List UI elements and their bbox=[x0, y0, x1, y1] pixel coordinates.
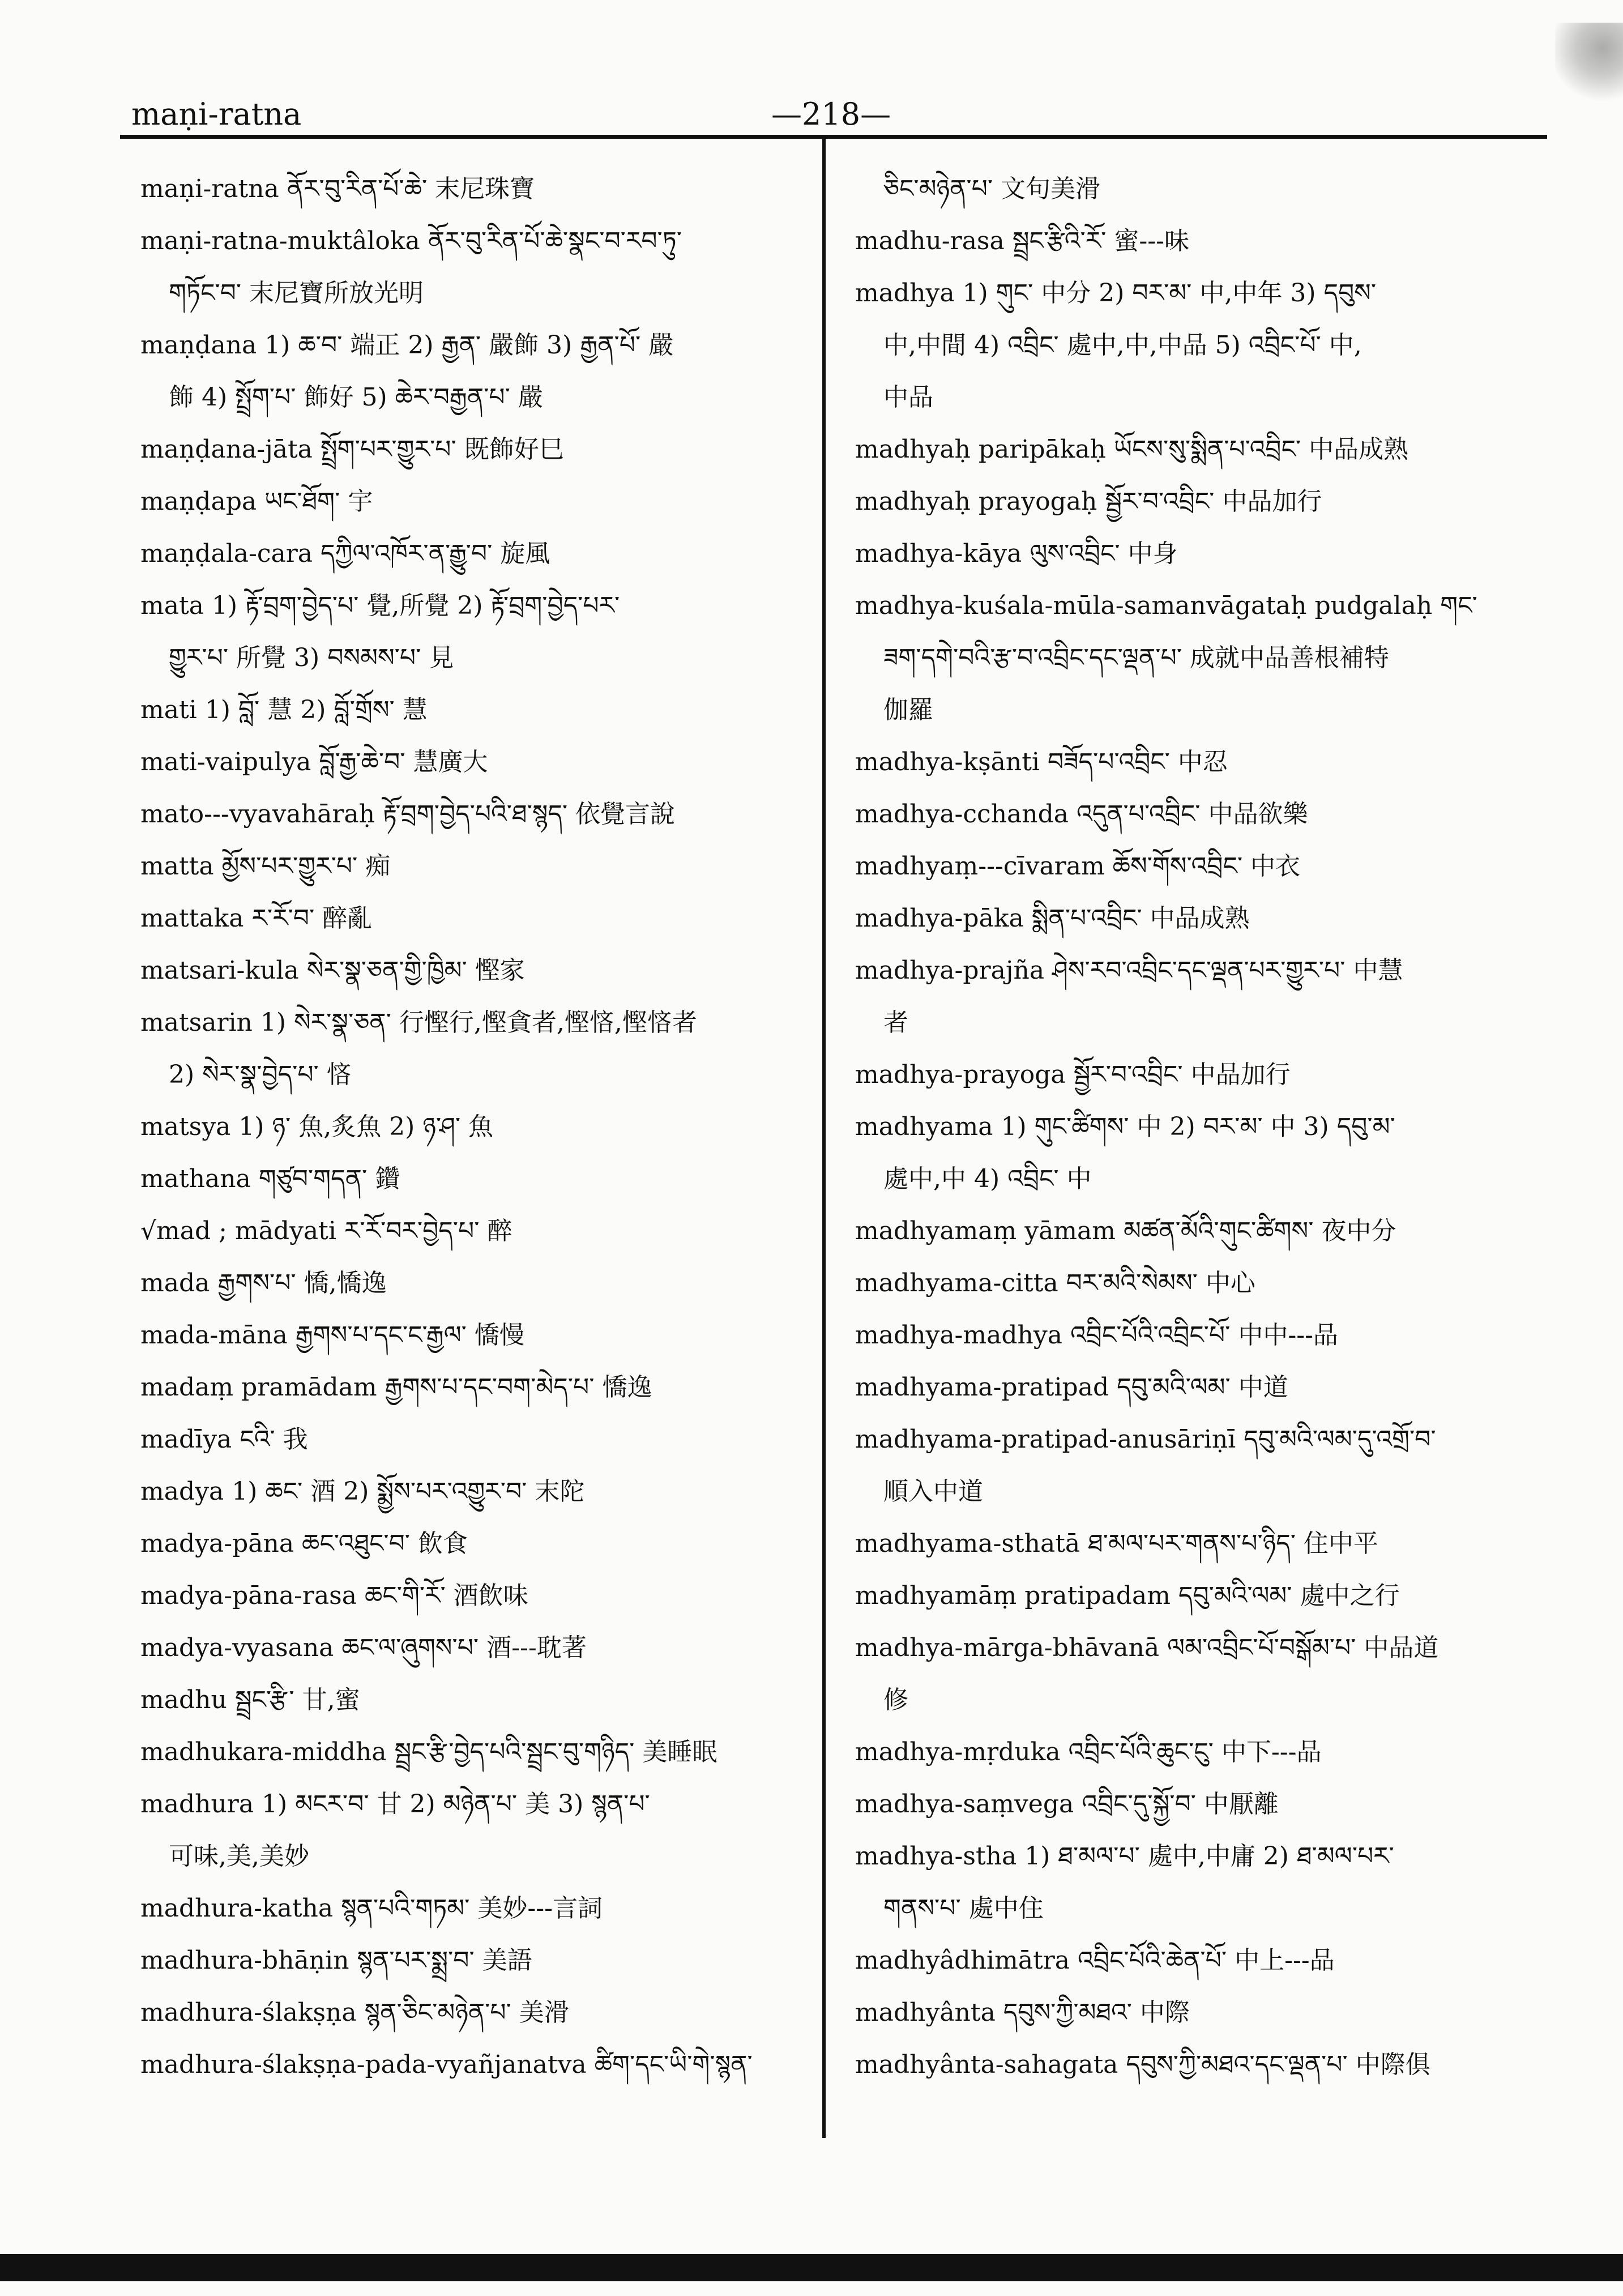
dictionary-line: mada རྒྱགས་པ་ 憍,憍逸 bbox=[140, 1269, 387, 1298]
dictionary-line: madhyânta-sahagata དབུས་ཀྱི་མཐའ་དང་ལྡན་པ་ 中際俱 bbox=[855, 2050, 1430, 2079]
dictionary-line: madhyama-citta བར་མའི་སེམས་ 中心 bbox=[855, 1269, 1255, 1298]
dictionary-line: madhya-kṣānti བཟོད་པ་འབྲིང་ 中忍 bbox=[855, 748, 1228, 776]
dictionary-line: madhura-ślakṣṇa-pada-vyañjanatva ཚིག་དང་ཡི་གེ་སྙན་ bbox=[140, 2050, 753, 2079]
dictionary-line: maṇḍapa ཡང་ཐོག་ 宇 bbox=[140, 487, 373, 516]
dictionary-line: madhyama 1) གུང་ཚིགས་ 中 2) བར་མ་ 中 3) དབུ་མ་ bbox=[855, 1112, 1395, 1141]
dictionary-line: madhura 1) མངར་བ་ 甘 2) མཉེན་པ་ 美 3) སྙན་པ་ bbox=[140, 1790, 650, 1819]
dictionary-line: madhyaḥ prayogaḥ སྦྱོར་བ་འབྲིང་ 中品加行 bbox=[855, 487, 1322, 516]
dictionary-line: madhya-mārga-bhāvanā ལམ་འབྲིང་པོ་བསྒོམ་པ་ 中品道 bbox=[855, 1633, 1439, 1662]
dictionary-line: 修 bbox=[883, 1685, 908, 1714]
dictionary-line: maṇi-ratna-muktâloka ནོར་བུ་རིན་པོ་ཆེ་སྣང་བ་རབ་ཏུ་ bbox=[140, 227, 682, 255]
scan-corner-smudge bbox=[1555, 23, 1623, 108]
dictionary-line: madhura-ślakṣṇa སྙན་ཅིང་མཉེན་པ་ 美滑 bbox=[140, 1998, 569, 2027]
dictionary-line: madhyâdhimātra འབྲིང་པོའི་ཆེན་པོ་ 中上---品 bbox=[855, 1946, 1335, 1975]
dictionary-line: madhya-stha 1) ཐ་མལ་པ་ 處中,中庸 2) ཐ་མལ་པར་ bbox=[855, 1842, 1394, 1871]
dictionary-line: madhya-mṛduka འབྲིང་པོའི་ཆུང་ངུ་ 中下---品 bbox=[855, 1738, 1322, 1766]
dictionary-line: maṇḍala-cara དཀྱིལ་འཁོར་ན་རྒྱུ་བ་ 旋風 bbox=[140, 539, 550, 568]
dictionary-line: madhya-madhya འབྲིང་པོའི་འབྲིང་པོ་ 中中---品 bbox=[855, 1321, 1338, 1350]
dictionary-line: madhyamaṃ yāmam མཚན་མོའི་གུང་ཚིགས་ 夜中分 bbox=[855, 1217, 1396, 1245]
dictionary-line: madhya-pāka སྨིན་པ་འབྲིང་ 中品成熟 bbox=[855, 904, 1250, 933]
dictionary-line: mata 1) རྟོ་བྲག་བྱེད་པ་ 覺,所覺 2) རྟོ་བྲག་བྱེད་པར་ bbox=[140, 591, 620, 620]
dictionary-line: mati-vaipulya བློ་རྒྱ་ཆེ་བ་ 慧廣大 bbox=[140, 748, 488, 776]
dictionary-line: madaṃ pramādam རྒྱགས་པ་དང་བག་མེད་པ་ 憍逸 bbox=[140, 1373, 652, 1402]
dictionary-line: madya-pāna-rasa ཆང་གི་རོ་ 酒飲味 bbox=[140, 1581, 528, 1610]
dictionary-line: 順入中道 bbox=[883, 1477, 983, 1506]
dictionary-line: madhyaḥ paripākaḥ ཡོངས་སུ་སྨིན་པ་འབྲིང་ 中品成熟 bbox=[855, 435, 1409, 464]
page-header bbox=[131, 91, 1513, 142]
dictionary-line: madhyaṃ---cīvaram ཆོས་གོས་འབྲིང་ 中衣 bbox=[855, 852, 1301, 881]
dictionary-line: matta མྱོས་པར་གྱུར་པ་ 痴 bbox=[140, 852, 391, 881]
dictionary-line: madhyama-sthatā ཐ་མལ་པར་གནས་པ་ཉིད་ 住中平 bbox=[855, 1529, 1378, 1558]
left-column bbox=[140, 163, 809, 2091]
dictionary-line: madya-vyasana ཆང་ལ་ཞུགས་པ་ 酒---耽著 bbox=[140, 1633, 587, 1662]
dictionary-line: madhya-prayoga སྦྱོར་བ་འབྲིང་ 中品加行 bbox=[855, 1060, 1291, 1089]
dictionary-line: madhya-kāya ལུས་འབྲིང་ 中身 bbox=[855, 539, 1178, 568]
dictionary-line: madhura-katha སྙན་པའི་གཏམ་ 美妙---言詞 bbox=[140, 1894, 603, 1923]
column-divider bbox=[822, 139, 826, 2138]
dictionary-line: madīya ངའི་ 我 bbox=[140, 1425, 308, 1454]
dictionary-line: madhyama-pratipad-anusāriṇī དབུ་མའི་ལམ་དུ་འགྲོ་བ་ bbox=[855, 1425, 1436, 1454]
dictionary-line: madhya-kuśala-mūla-samanvāgataḥ pudgalaḥ གང་ bbox=[855, 591, 1477, 620]
dictionary-line: madhu སྦྲང་རྩི་ 甘,蜜 bbox=[140, 1685, 360, 1714]
dictionary-line: madhyama-pratipad དབུ་མའི་ལམ་ 中道 bbox=[855, 1373, 1288, 1402]
dictionary-line: maṇi-ratna ནོར་བུ་རིན་པོ་ཆེ་ 末尼珠寶 bbox=[140, 174, 535, 203]
dictionary-line: maṇḍana-jāta སྤྲོག་པར་གྱུར་པ་ 既飾好巳 bbox=[140, 435, 564, 464]
dictionary-line: ཟག་དགེ་བའི་རྩ་བ་འབྲིང་དང་ལྡན་པ་ 成就中品善根補特 bbox=[883, 643, 1389, 672]
dictionary-line: 飾 4) སྤྲོག་པ་ 飾好 5) ཆེར་བརྒྱན་པ་ 嚴 bbox=[169, 383, 543, 412]
dictionary-line: 2) སེར་སྣ་བྱེད་པ་ 悋 bbox=[169, 1060, 352, 1089]
dictionary-line: 可味,美,美妙 bbox=[169, 1842, 309, 1871]
dictionary-line: mattaka ར་རོ་བ་ 醉亂 bbox=[140, 904, 373, 933]
dictionary-line: 者 bbox=[883, 1008, 908, 1037]
dictionary-line: madya 1) ཆང་ 酒 2) སྨྱོས་པར་འགྱུར་བ་ 末陀 bbox=[140, 1477, 585, 1506]
dictionary-line: madhura-bhāṇin སྙན་པར་སྨྲ་བ་ 美語 bbox=[140, 1946, 532, 1975]
guide-word: maṇi-ratna bbox=[131, 96, 302, 132]
dictionary-line: matsarin 1) སེར་སྣ་ཅན་ 行慳行,慳貪者,慳悋,慳悋者 bbox=[140, 1008, 697, 1037]
dictionary-line: mato---vyavahāraḥ རྟོ་བྲག་བྱེད་པའི་ཐ་སྙད་ 依覺言說 bbox=[140, 800, 676, 829]
dictionary-line: 處中,中 4) འབྲིང་ 中 bbox=[883, 1164, 1092, 1193]
header-rule bbox=[120, 135, 1547, 139]
dictionary-line: matsari-kula སེར་སྣ་ཅན་གྱི་ཁྱིམ་ 慳家 bbox=[140, 956, 525, 985]
dictionary-line: གནས་པ་ 處中住 bbox=[883, 1894, 1044, 1923]
dictionary-line: 中品 bbox=[883, 383, 933, 412]
dictionary-line: གཏོང་བ་ 末尼寶所放光明 bbox=[169, 279, 424, 308]
page-number: —218— bbox=[771, 96, 891, 132]
dictionary-line: madhyamāṃ pratipadam དབུ་མའི་ལམ་ 處中之行 bbox=[855, 1581, 1400, 1610]
dictionary-line: √mad ; mādyati ར་རོ་བར་བྱེད་པ་ 醉 bbox=[140, 1217, 512, 1245]
dictionary-line: madhya-prajña ཤེས་རབ་འབྲིང་དང་ལྡན་པར་གྱུར་པ་ 中慧 bbox=[855, 956, 1403, 985]
dictionary-line: madhu-rasa སྦྲང་རྩིའི་རོ་ 蜜---味 bbox=[855, 227, 1189, 255]
dictionary-line: madhukara-middha སྦྲང་རྩི་བྱེད་པའི་སྦྲང་བུ་གཉིད་ 美睡眠 bbox=[140, 1738, 717, 1766]
dictionary-line: matsya 1) ཉ་ 魚,炙魚 2) ཉ་ཤ་ 魚 bbox=[140, 1112, 494, 1141]
scan-bottom-edge bbox=[0, 2254, 1623, 2281]
dictionary-line: madhya-saṃvega འབྲིང་དུ་སྐྱོ་བ་ 中厭離 bbox=[855, 1790, 1279, 1819]
dictionary-line: maṇḍana 1) ཆ་བ་ 端正 2) རྒྱན་ 嚴飾 3) རྒྱན་པོ་ 嚴 bbox=[140, 331, 674, 360]
dictionary-line: mathana གཙུབ་གདན་ 鑽 bbox=[140, 1164, 400, 1193]
dictionary-line: ཅིང་མཉེན་པ་ 文句美滑 bbox=[883, 174, 1101, 203]
dictionary-line: mada-māna རྒྱགས་པ་དང་ང་རྒྱལ་ 憍慢 bbox=[140, 1321, 524, 1350]
dictionary-line: madhyânta དབུས་ཀྱི་མཐའ་ 中際 bbox=[855, 1998, 1190, 2027]
right-column bbox=[855, 163, 1495, 2091]
dictionary-line: 中,中間 4) འབྲིང་ 處中,中,中品 5) འབྲིང་པོ་ 中, bbox=[883, 331, 1362, 360]
dictionary-line: madya-pāna ཆང་འཐུང་བ་ 飲食 bbox=[140, 1529, 468, 1558]
dictionary-line: madhya-cchanda འདུན་པ་འབྲིང་ 中品欲樂 bbox=[855, 800, 1308, 829]
dictionary-line: madhya 1) གུང་ 中分 2) བར་མ་ 中,中年 3) དབུས་ bbox=[855, 279, 1377, 308]
dictionary-line: 伽羅 bbox=[883, 695, 933, 724]
dictionary-line: mati 1) བློ་ 慧 2) བློ་གྲོས་ 慧 bbox=[140, 695, 428, 724]
dictionary-line: གྱུར་པ་ 所覺 3) བསམས་པ་ 見 bbox=[169, 643, 454, 672]
